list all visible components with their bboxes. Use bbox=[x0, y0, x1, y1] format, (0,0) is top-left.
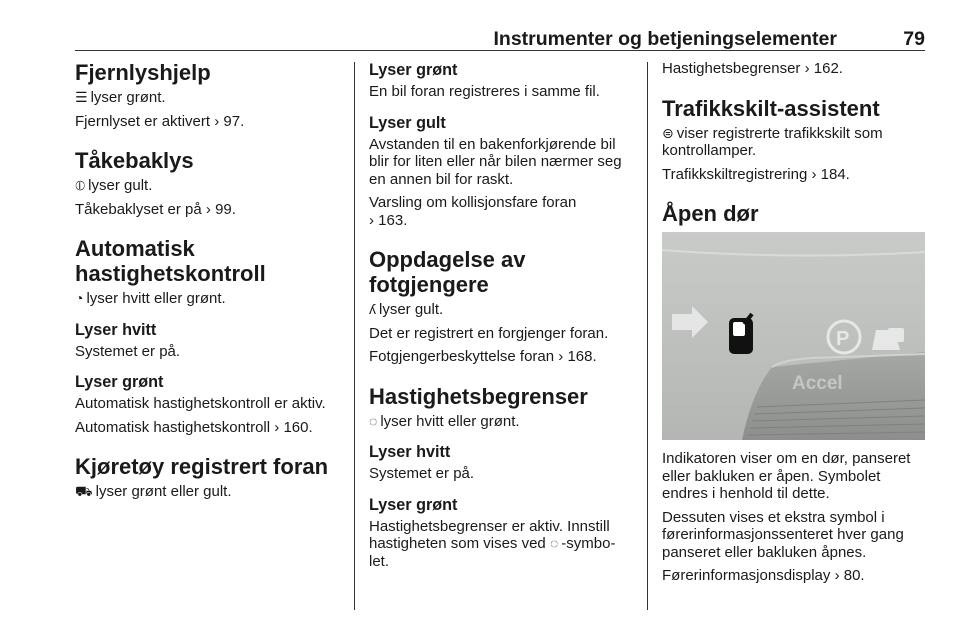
indicator-line bbox=[369, 413, 635, 431]
heading-line: hastighetskontroll bbox=[75, 261, 266, 286]
page-link[interactable]: 80. bbox=[843, 567, 865, 584]
indicator-line bbox=[75, 290, 345, 308]
reference-text: Fotgjengerbeskyttelse foran bbox=[369, 348, 555, 365]
heading-automatisk bbox=[75, 236, 345, 286]
subheading-lyser-hvitt: Lyser hvitt bbox=[369, 443, 451, 461]
heading-hastighetsbegrenser: Hastighetsbegrenser bbox=[369, 383, 588, 409]
heading-takebaklys: Tåkebaklys bbox=[75, 148, 194, 173]
indicator-line bbox=[75, 177, 345, 195]
indicator-line bbox=[369, 301, 635, 319]
pedestrian-icon: ʎ bbox=[369, 301, 376, 317]
reference-text: Fjernlyset er aktivert bbox=[75, 112, 211, 130]
cluster-illustration-svg bbox=[662, 232, 925, 440]
indicator-text: lyser hvitt eller grønt. bbox=[380, 412, 520, 430]
heading-fjernlyshjelp: Fjernlyshjelp bbox=[75, 60, 211, 85]
subheading-lyser-gront: Lyser grønt bbox=[75, 373, 164, 391]
reference-line bbox=[75, 201, 345, 219]
speed-limiter-icon: ◌ bbox=[549, 535, 559, 551]
door-window bbox=[733, 322, 745, 336]
ref-arrow-icon: › bbox=[369, 211, 374, 229]
indicator-text: viser registrerte trafikkskilt som kontrollamper. bbox=[662, 124, 883, 159]
page-link[interactable]: 168. bbox=[567, 348, 597, 365]
paragraph: Automatisk hastighetskontroll er aktiv. bbox=[75, 395, 326, 412]
header-rule bbox=[75, 50, 925, 51]
reference-line bbox=[75, 113, 345, 131]
page-link[interactable]: 99. bbox=[215, 200, 236, 218]
subheading-lyser-gront: Lyser grønt bbox=[369, 61, 458, 79]
reference-line bbox=[75, 419, 345, 437]
column-divider bbox=[647, 62, 648, 610]
vehicle-ahead-icon: ⛟ bbox=[75, 483, 93, 499]
reference-line bbox=[369, 194, 635, 229]
reference-text: Hastighetsbegrenser bbox=[662, 60, 801, 77]
indicator-text: lyser gult. bbox=[379, 301, 444, 318]
column-divider bbox=[354, 62, 355, 610]
subheading-lyser-gront: Lyser grønt bbox=[369, 495, 458, 514]
reference-text: Tåkebaklyset er på bbox=[75, 200, 202, 218]
paragraph: En bil foran registreres i samme fil. bbox=[369, 83, 600, 100]
heading-line: Automatisk bbox=[75, 236, 195, 261]
reference-text: Varsling om kollisjonsfare foran bbox=[369, 194, 577, 211]
rear-fog-light-icon: ⦶ bbox=[75, 177, 86, 193]
high-beam-assist-icon: ☰ bbox=[75, 89, 88, 105]
indicator-text: lyser grønt eller gult. bbox=[95, 483, 232, 500]
indicator-line bbox=[75, 89, 345, 107]
paragraph: Dessuten vises et ekstra symbol i førerinformasjonssenteret hver gang panseret eller bakluken åpnes. bbox=[662, 508, 904, 561]
cluster-illustration bbox=[662, 232, 925, 440]
heading-apen-dor: Åpen dør bbox=[662, 201, 759, 226]
paragraph: Systemet er på. bbox=[75, 342, 181, 360]
reference-line bbox=[662, 60, 927, 78]
page-link[interactable]: 162. bbox=[813, 60, 843, 77]
reference-line bbox=[662, 166, 927, 184]
speed-limiter-icon: ◌ bbox=[369, 412, 378, 429]
paragraph: Indikatoren viser om en dør, panseret eller bakluken er åpen. Symbolet endres i henhold til dette. bbox=[662, 450, 911, 502]
traffic-sign-icon: ⊜ bbox=[662, 124, 674, 141]
page-link[interactable]: 163. bbox=[378, 211, 408, 229]
reference-text: Trafikkskiltregistrering bbox=[662, 165, 808, 183]
ref-arrow-icon: › bbox=[811, 165, 817, 183]
page-link[interactable]: 97. bbox=[223, 112, 245, 130]
page-header bbox=[75, 26, 925, 50]
indicator-text: lyser grønt. bbox=[90, 89, 166, 106]
page-link[interactable]: 184. bbox=[820, 165, 850, 183]
cruise-control-icon: ◔ bbox=[75, 290, 84, 306]
subheading-lyser-hvitt: Lyser hvitt bbox=[75, 320, 157, 339]
heading-trafikkskilt: Trafikkskilt-assistent bbox=[662, 95, 880, 121]
ref-arrow-icon: › bbox=[834, 567, 840, 584]
subheading-lyser-gult: Lyser gult bbox=[369, 113, 446, 132]
indicator-text: lyser hvitt eller grønt. bbox=[86, 290, 226, 307]
reference-line bbox=[369, 348, 635, 366]
paragraph: Det er registrert en forgjenger foran. bbox=[369, 324, 609, 342]
svg-text:P: P bbox=[836, 328, 850, 350]
paragraph: Avstanden til en bakenforkjørende bil blir for liten eller når bilen nærmer seg en annen bil for raskt. bbox=[369, 135, 622, 188]
indicator-text: lyser gult. bbox=[88, 177, 153, 194]
ref-arrow-icon: › bbox=[214, 112, 220, 130]
indicator-line bbox=[662, 125, 927, 160]
ref-arrow-icon: › bbox=[804, 60, 810, 77]
ref-arrow-icon: › bbox=[205, 200, 211, 218]
paragraph bbox=[369, 518, 635, 571]
paragraph: Systemet er på. bbox=[369, 465, 475, 482]
column-left bbox=[75, 60, 345, 507]
accel-label: Accel bbox=[792, 373, 843, 394]
paragraph-text: Hastighetsbegrenser er aktiv. Innstill hastigheten som vises ved bbox=[369, 517, 610, 552]
reference-text: Førerinformasjonsdisplay bbox=[662, 567, 831, 584]
heading-fotgjengere: Oppdagelse av fotgjengere bbox=[369, 247, 526, 297]
page-number: 79 bbox=[903, 28, 925, 50]
ref-arrow-icon: › bbox=[558, 348, 564, 365]
reference-line bbox=[662, 567, 927, 585]
column-middle bbox=[369, 60, 635, 576]
heading-kjoretoy: Kjøretøy registrert foran bbox=[75, 454, 329, 479]
page-link[interactable]: 160. bbox=[283, 418, 313, 436]
indicator-line bbox=[75, 483, 345, 501]
column-right bbox=[662, 60, 927, 591]
header-title: Instrumenter og betjeningselementer bbox=[493, 28, 837, 50]
paragraph-text: -symbo-let. bbox=[369, 535, 616, 570]
reference-text: Automatisk hastighetskontroll bbox=[75, 418, 271, 436]
ref-arrow-icon: › bbox=[274, 418, 280, 436]
